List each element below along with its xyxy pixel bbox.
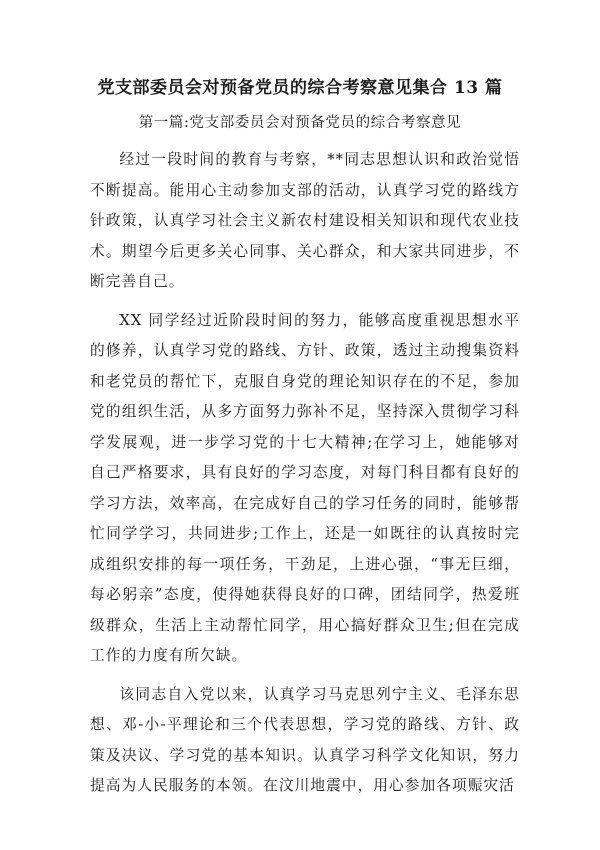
document-title: 党支部委员会对预备党员的综合考察意见集合 13 篇 [97,78,503,98]
paragraph-3: 该同志自入党以来，认真学习马克思列宁主义、毛泽东思想、邓-小-平理论和三个代表思想，学习党的路线、方针、政策及决议、学习党的基本知识。认真学习科学文化知识，努力提高为人民服务的本领。在汶川地震中，用心参加各项赈灾活 [90,685,520,794]
paragraph-2: XX 同学经过近阶段时间的努力，能够高度重视思想水平的修养，认真学习党的路线、方针、政策，透过主动搜集资料和老党员的帮忙下，克服自身党的理论知识存在的不足，参加党的组织生活，从多方面努力弥补不足，坚持深入贯彻学习科学发展观，进一步学习党的十七大精神;在学习上，她能够对自己严格要求，具有良好的学习态度，对每门科目都有良好的学习方法，效率高，在完成好自己的学习任务的同时，能够帮忙同学学习，共同进步;工作上，还是一如既往的认真按时完成组织安排的每一项任务，干劲足，上进心强，“事无巨细，每必躬亲”态度，使得她获得良好的口碑，团结同学，热爱班级群众，生活上主动帮忙同学，用心搞好群众卫生;但在完成工作的力度有所欠缺。 [90,311,520,664]
document-subtitle: 第一篇:党支部委员会对预备党员的综合考察意见 [138,115,462,131]
paragraph-1: 经过一段时间的教育与考察，**同志思想认识和政治觉悟不断提高。能用心主动参加支部的活动，认真学习党的路线方针政策，认真学习社会主义新农村建设相关知识和现代农业技术。期望今后更多关心同事、关心群众，和大家共同进步，不断完善自己。 [90,151,520,290]
document-body [90,145,520,802]
